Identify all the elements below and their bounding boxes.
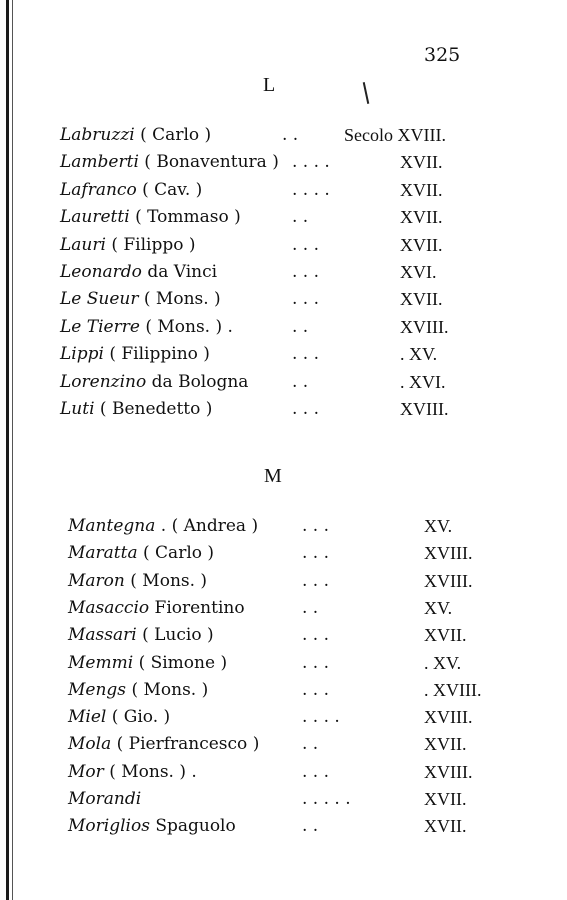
entry-name: [60, 122, 211, 149]
dot-leader: . .: [292, 207, 309, 228]
entry-detail: ( Carlo ): [140, 125, 212, 145]
entry-name: [60, 396, 212, 423]
entry-name: [68, 622, 214, 649]
entry-century: XV.: [424, 516, 453, 536]
index-entry: [0, 204, 567, 231]
index-entry: [0, 731, 567, 758]
entry-detail: ( Tommaso ): [135, 207, 241, 228]
dot-leader: . .: [302, 597, 319, 618]
entry-surname: Masaccio: [68, 597, 150, 618]
entry-century: XVII.: [400, 179, 443, 200]
index-entry: [0, 677, 567, 704]
entry-name: [68, 704, 170, 731]
entry-century: XVIII.: [424, 543, 473, 564]
entry-name: [60, 369, 248, 396]
entry-name: [68, 677, 208, 704]
entry-surname: Luti: [60, 399, 95, 419]
entry-century: XVI.: [400, 262, 437, 282]
dot-leader: . .: [302, 816, 319, 837]
entry-detail: ( Lucio ): [142, 625, 214, 646]
entry-detail: ( Simone ): [138, 652, 228, 673]
index-entry: [0, 759, 567, 786]
dot-leader: . .: [282, 125, 299, 145]
entry-name: [68, 786, 141, 813]
entry-surname: Mor: [68, 761, 104, 782]
dot-leader: . . .: [302, 543, 330, 564]
dot-leader: . . .: [302, 516, 330, 536]
entry-surname: Mengs: [68, 679, 127, 700]
entry-century: XVIII.: [424, 761, 473, 782]
entry-surname: Maratta: [68, 543, 138, 564]
entry-name: [68, 731, 259, 758]
dot-leader: . . .: [302, 679, 330, 700]
index-entry: [0, 540, 567, 567]
entry-century: . XVI.: [400, 371, 446, 392]
entry-century: XVIII.: [424, 570, 473, 591]
entry-name: [60, 204, 241, 231]
index-entry: [0, 622, 567, 649]
index-entry: [0, 650, 567, 677]
entry-century: XVII.: [424, 625, 467, 646]
entry-detail: ( Mons. ): [143, 289, 221, 310]
entry-name: [68, 540, 214, 567]
entry-name: [60, 149, 279, 176]
entry-detail: Fiorentino: [154, 597, 245, 618]
entry-name: [68, 759, 197, 786]
entry-surname: Lippi: [60, 344, 104, 365]
entry-detail: ( Bonaventura ): [144, 152, 279, 173]
index-entry: [0, 369, 567, 396]
entry-detail: Spaguolo: [155, 816, 236, 837]
index-entry: [0, 177, 567, 204]
dot-leader: . . . .: [302, 707, 340, 728]
dot-leader: . .: [302, 734, 319, 755]
index-entry: [0, 813, 567, 840]
index-entry: [0, 149, 567, 176]
entry-surname: Memmi: [68, 652, 134, 673]
entry-century: XVII.: [400, 207, 443, 228]
dot-leader: . . .: [302, 652, 330, 673]
entry-name: [68, 568, 207, 595]
index-entry: [0, 314, 567, 341]
entry-name: [60, 232, 196, 259]
dot-leader: . . .: [292, 344, 320, 365]
index-entry: [0, 232, 567, 259]
entry-century: XVIII.: [400, 399, 449, 419]
dot-leader: . . .: [292, 234, 320, 255]
entry-surname: Lamberti: [60, 152, 139, 173]
entry-name: [60, 314, 233, 341]
dot-leader: . .: [292, 316, 309, 337]
entry-detail: da Bologna: [151, 371, 249, 392]
entry-detail: ( Cav. ): [142, 179, 203, 200]
entry-century: . XVIII.: [424, 679, 482, 700]
dot-leader: . . . .: [292, 152, 330, 173]
entry-surname: Lauretti: [60, 207, 130, 228]
entry-surname: Lafranco: [60, 179, 137, 200]
entry-surname: Leonardo: [60, 262, 142, 282]
entry-surname: Le Tierre: [60, 316, 140, 337]
entry-detail: . ( Andrea ): [160, 516, 259, 536]
dot-leader: . .: [292, 371, 309, 392]
entry-detail: ( Benedetto ): [99, 399, 213, 419]
entry-surname: Labruzzi: [60, 125, 135, 145]
entry-surname: Lorenzino: [60, 371, 147, 392]
entry-name: [60, 286, 221, 313]
stray-ink-mark: [363, 82, 370, 104]
entry-surname: Le Sueur: [60, 289, 139, 310]
index-entry: [0, 786, 567, 813]
entry-name: [60, 177, 202, 204]
entry-name: [68, 595, 245, 622]
entry-surname: Mola: [68, 734, 112, 755]
dot-leader: . . .: [302, 570, 330, 591]
entry-century: XVII.: [400, 152, 443, 173]
entry-name: [60, 341, 210, 368]
index-entry: [0, 396, 567, 423]
entry-surname: Massari: [68, 625, 137, 646]
entry-detail: ( Mons. ): [131, 679, 209, 700]
entry-century: . XV.: [400, 344, 438, 365]
entry-name: [68, 813, 236, 840]
entry-detail: ( Carlo ): [143, 543, 215, 564]
entry-century: XV.: [424, 597, 453, 618]
entry-century: XVII.: [424, 789, 467, 809]
entry-name: [60, 259, 217, 286]
entry-century: XVIII.: [400, 316, 449, 337]
entry-detail: ( Mons. ): [130, 570, 208, 591]
entry-century: XVII.: [400, 234, 443, 255]
entry-surname: Morandi: [68, 789, 142, 809]
entry-surname: Miel: [68, 707, 107, 728]
entry-century: XVII.: [400, 289, 443, 310]
entry-name: [68, 650, 227, 677]
entry-detail: ( Filippo ): [111, 234, 196, 255]
index-entry: [0, 704, 567, 731]
entry-detail: ( Filippino ): [109, 344, 210, 365]
page-number: 325: [424, 44, 461, 66]
entry-detail: ( Mons. ) .: [109, 761, 197, 782]
dot-leader: . . .: [292, 262, 320, 282]
dot-leader: . . .: [302, 625, 330, 646]
dot-leader: . . .: [302, 761, 330, 782]
entry-detail: ( Gio. ): [111, 707, 171, 728]
dot-leader: . . . .: [292, 179, 330, 200]
section-heading-l: L: [263, 74, 276, 96]
entry-name: [68, 513, 258, 540]
entry-century: XVII.: [424, 816, 467, 837]
entry-century: Secolo XVIII.: [344, 125, 446, 145]
index-entry: [0, 341, 567, 368]
index-entry: [0, 513, 567, 540]
entry-detail: ( Mons. ) .: [145, 316, 233, 337]
index-entry: [0, 122, 567, 149]
entry-century: . XV.: [424, 652, 462, 673]
entry-surname: Lauri: [60, 234, 106, 255]
entry-surname: Mantegna: [68, 516, 156, 536]
dot-leader: . . . . .: [302, 789, 351, 809]
dot-leader: . . .: [292, 289, 320, 310]
entry-detail: ( Pierfrancesco ): [116, 734, 260, 755]
index-entry: [0, 568, 567, 595]
section-heading-m: M: [264, 465, 282, 487]
entry-surname: Maron: [68, 570, 125, 591]
index-entry: [0, 259, 567, 286]
entry-century: XVIII.: [424, 707, 473, 728]
index-entry: [0, 286, 567, 313]
index-entry: [0, 595, 567, 622]
entry-century: XVII.: [424, 734, 467, 755]
entry-surname: Moriglios: [68, 816, 150, 837]
entry-detail: da Vinci: [147, 262, 218, 282]
dot-leader: . . .: [292, 399, 320, 419]
